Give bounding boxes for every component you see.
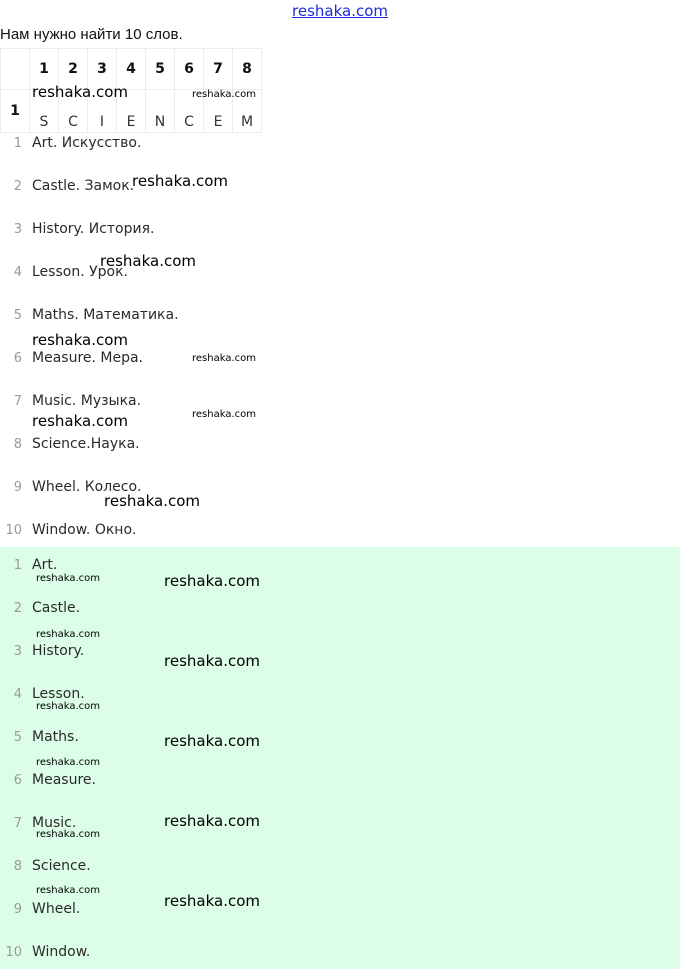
item-number: 6 (13, 773, 22, 788)
item-text: Music. Музыка. (32, 393, 142, 409)
translation-item (0, 434, 140, 454)
grid-col-header: 3 (88, 49, 117, 90)
watermark: reshaka.com (192, 409, 256, 420)
watermark: reshaka.com (32, 83, 128, 101)
watermark: reshaka.com (132, 172, 228, 190)
item-text: Window. Окно. (32, 522, 137, 538)
item-text: Castle. Замок. (32, 178, 135, 194)
item-number: 8 (13, 859, 22, 874)
grid-letter-cell: I (88, 90, 117, 133)
grid-letter-cell: E (204, 90, 233, 133)
watermark: reshaka.com (164, 732, 260, 750)
item-text: Lesson. Урок. (32, 264, 128, 280)
item-text: Wheel. Колесо. (32, 479, 142, 495)
item-text: Art. (32, 557, 58, 573)
item-text: Art. Искусство. (32, 135, 142, 151)
watermark: reshaka.com (164, 892, 260, 910)
answer-item (0, 641, 84, 661)
answer-item (0, 856, 91, 876)
answer-panel (0, 547, 680, 969)
translation-item (0, 133, 141, 153)
watermark: reshaka.com (36, 829, 100, 840)
grid-letter-cell: C (175, 90, 204, 133)
item-number: 5 (13, 730, 22, 745)
item-number: 3 (13, 222, 22, 237)
item-text: Lesson. (32, 686, 85, 702)
watermark: reshaka.com (164, 812, 260, 830)
answer-item (0, 899, 80, 919)
grid-letter-cell: E (117, 90, 146, 133)
answer-item (0, 770, 96, 790)
answer-item (0, 555, 57, 575)
item-text: Window. (32, 944, 91, 960)
watermark: reshaka.com (32, 412, 128, 430)
item-number: 3 (13, 644, 22, 659)
item-number: 6 (13, 351, 22, 366)
item-number: 4 (13, 265, 22, 280)
watermark: reshaka.com (32, 331, 128, 349)
item-text: Maths. Математика. (32, 307, 179, 323)
item-text: Measure. Мера. (32, 350, 144, 366)
intro-text: Нам нужно найти 10 слов. (0, 26, 183, 43)
item-number: 7 (13, 394, 22, 409)
grid-corner-cell (1, 49, 30, 90)
watermark: reshaka.com (36, 629, 100, 640)
watermark: reshaka.com (192, 89, 256, 100)
item-text: Science. (32, 858, 91, 874)
watermark: reshaka.com (36, 701, 100, 712)
item-text: Science.Наука. (32, 436, 140, 452)
watermark: reshaka.com (36, 757, 100, 768)
watermark: reshaka.com (36, 573, 100, 584)
watermark: reshaka.com (36, 885, 100, 896)
item-text: History. (32, 643, 85, 659)
answer-item (0, 942, 90, 962)
translation-item (0, 219, 154, 239)
grid-col-header: 5 (146, 49, 175, 90)
site-link[interactable]: reshaka.com (292, 2, 388, 20)
translation-item (0, 176, 134, 196)
translation-item (0, 305, 179, 325)
translation-item (0, 520, 136, 540)
item-text: Maths. (32, 729, 79, 745)
item-number: 10 (5, 523, 22, 538)
item-number: 9 (13, 480, 22, 495)
grid-col-header: 6 (175, 49, 204, 90)
grid-col-header: 8 (233, 49, 262, 90)
grid-col-header: 7 (204, 49, 233, 90)
item-number: 10 (5, 945, 22, 960)
translation-item (0, 391, 141, 411)
watermark: reshaka.com (164, 572, 260, 590)
item-text: Wheel. (32, 901, 81, 917)
item-number: 5 (13, 308, 22, 323)
grid-letter-cell: M (233, 90, 262, 133)
item-text: History. История. (32, 221, 155, 237)
grid-col-header: 1 (30, 49, 59, 90)
item-number: 2 (13, 179, 22, 194)
grid-letter-cell: S (30, 90, 59, 133)
grid-row-header: 1 (1, 90, 30, 133)
watermark: reshaka.com (104, 492, 200, 510)
translation-item (0, 348, 143, 368)
watermark: reshaka.com (164, 652, 260, 670)
item-number: 1 (13, 136, 22, 151)
item-number: 9 (13, 902, 22, 917)
watermark: reshaka.com (100, 252, 196, 270)
item-number: 4 (13, 687, 22, 702)
item-text: Castle. (32, 600, 81, 616)
item-number: 7 (13, 816, 22, 831)
item-number: 1 (13, 558, 22, 573)
grid-col-header: 4 (117, 49, 146, 90)
answer-item (0, 727, 79, 747)
answer-item (0, 598, 80, 618)
item-number: 8 (13, 437, 22, 452)
item-text: Measure. (32, 772, 96, 788)
item-text: Music. (32, 815, 77, 831)
watermark: reshaka.com (192, 353, 256, 364)
grid-col-header: 2 (59, 49, 88, 90)
item-number: 2 (13, 601, 22, 616)
grid-letter-cell: N (146, 90, 175, 133)
grid-letter-cell: C (59, 90, 88, 133)
